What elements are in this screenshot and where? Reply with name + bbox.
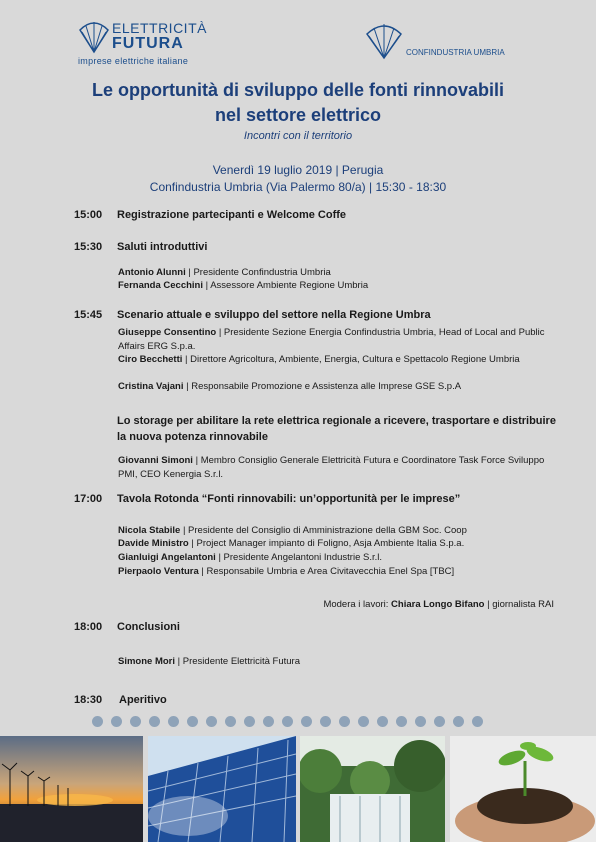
- speaker-name: Cristina Vajani: [118, 381, 184, 392]
- speaker-role: | Project Manager impianto di Foligno, Asja Ambiente Italia S.p.a.: [188, 538, 465, 549]
- solar-panels-photo: [148, 736, 296, 842]
- speaker-role: | Responsabile Promozione e Assistenza alle Imprese GSE S.p.A: [183, 381, 462, 392]
- speaker-role: | Presidente Sezione Energia Confindustria Umbria, Head of Local and Public Affairs ERG S.p.a.: [118, 327, 545, 352]
- dot: [453, 716, 464, 727]
- dot: [225, 716, 236, 727]
- speaker: [118, 525, 467, 536]
- speaker: [118, 326, 558, 354]
- storage-title: Lo storage per abilitare la rete elettrica regionale a ricevere, trasportare e distribuire la nuova potenza rinnovabile: [117, 415, 556, 443]
- speaker-name: Nicola Stabile: [118, 525, 181, 536]
- agenda-time: 18:00: [74, 621, 103, 633]
- logo-line2: FUTURA: [112, 35, 184, 52]
- subtitle: Incontri con il territorio: [243, 130, 353, 142]
- agenda-time: 18:30: [74, 694, 103, 706]
- speaker-role: | Membro Consiglio Generale Elettricità Futura e Coordinatore Task Force Sviluppo PMI, CEO Kenergia S.r.l.: [118, 455, 545, 480]
- dot: [415, 716, 426, 727]
- dot: [111, 716, 122, 727]
- agenda-title: Saluti introduttivi: [117, 241, 208, 253]
- agenda-time: 15:30: [74, 241, 103, 253]
- elettricita-futura-logo: [78, 20, 207, 68]
- event-date: Venerdì 19 luglio 2019 | Perugia: [212, 163, 384, 177]
- agenda-time: 15:00: [74, 209, 103, 221]
- event-venue: Confindustria Umbria (Via Palermo 80/a) | 15:30 - 18:30: [149, 180, 447, 194]
- wind-turbines-photo: [0, 736, 143, 842]
- page-title-line1: Le opportunità di sviluppo delle fonti rinnovabili: [92, 80, 504, 100]
- agenda-title: Registrazione partecipanti e Welcome Coffe: [117, 209, 347, 221]
- seedling-hands-photo: [450, 736, 596, 842]
- dot: [434, 716, 445, 727]
- speaker-name: Davide Ministro: [118, 538, 189, 549]
- speaker-name: Antonio Alunni: [118, 267, 186, 278]
- page-title-line2: nel settore elettrico: [214, 105, 382, 125]
- speaker: [118, 353, 558, 367]
- moderator-prefix: Modera i lavori:: [323, 599, 392, 610]
- speaker-name: Gianluigi Angelantoni: [118, 552, 216, 563]
- speaker-role: | Responsabile Umbria e Area Civitavecchia Enel Spa [TBC]: [198, 566, 455, 577]
- dot: [472, 716, 483, 727]
- moderator-role: | giornalista RAI: [484, 599, 554, 610]
- speaker: [118, 381, 461, 392]
- speaker: [118, 552, 382, 563]
- speaker-name: Simone Mori: [118, 656, 176, 667]
- dot: [339, 716, 350, 727]
- speaker-name: Giovanni Simoni: [118, 455, 193, 466]
- dot: [282, 716, 293, 727]
- speaker-role: | Assessore Ambiente Regione Umbria: [203, 280, 369, 291]
- dot: [130, 716, 141, 727]
- confindustria-umbria-logo: [364, 22, 514, 64]
- dot-divider: [92, 716, 512, 728]
- agenda-title: Tavola Rotonda “Fonti rinnovabili: un’opportunità per le imprese”: [117, 493, 461, 505]
- dot: [149, 716, 160, 727]
- dot: [187, 716, 198, 727]
- dot: [320, 716, 331, 727]
- speaker: [118, 280, 368, 291]
- waterfall-photo: [300, 736, 445, 842]
- logo-line1: ELETTRICITÀ: [112, 20, 207, 36]
- moderator: [323, 599, 554, 610]
- speaker-name: Giuseppe Consentino: [118, 327, 217, 338]
- dot: [244, 716, 255, 727]
- dot: [396, 716, 407, 727]
- speaker: [118, 267, 331, 278]
- agenda-title: Aperitivo: [119, 694, 167, 706]
- dot: [301, 716, 312, 727]
- agenda-title: Scenario attuale e sviluppo del settore nella Regione Umbra: [117, 309, 431, 321]
- speaker-role: | Direttore Agricoltura, Ambiente, Energia, Cultura e Spettacolo Regione Umbria: [182, 354, 520, 365]
- moderator-name: Chiara Longo Bifano: [391, 599, 485, 610]
- shell-icon: [364, 22, 404, 60]
- shell-icon: [78, 20, 110, 54]
- agenda-time: 15:45: [74, 309, 103, 321]
- dot: [358, 716, 369, 727]
- agenda-title: Conclusioni: [117, 621, 180, 633]
- speaker-name: Pierpaolo Ventura: [118, 566, 199, 577]
- logo-text: CONFINDUSTRIA UMBRIA: [406, 48, 505, 57]
- speaker-role: | Presidente Confindustria Umbria: [185, 267, 331, 278]
- speaker-name: Fernanda Cecchini: [118, 280, 203, 291]
- speaker: [118, 656, 300, 667]
- logo-tagline: imprese elettriche italiane: [78, 56, 189, 66]
- dot: [206, 716, 217, 727]
- speaker: [118, 566, 454, 577]
- dot: [377, 716, 388, 727]
- agenda-time: 17:00: [74, 493, 103, 505]
- speaker-role: | Presidente del Consiglio di Amministrazione della GBM Soc. Coop: [180, 525, 467, 536]
- speaker-role: | Presidente Elettricità Futura: [175, 656, 300, 667]
- dot: [92, 716, 103, 727]
- speaker-role: | Presidente Angelantoni Industrie S.r.l.: [215, 552, 382, 563]
- speaker: [118, 454, 558, 482]
- speaker: [118, 538, 464, 549]
- dot: [263, 716, 274, 727]
- dot: [168, 716, 179, 727]
- speaker-name: Ciro Becchetti: [118, 354, 183, 365]
